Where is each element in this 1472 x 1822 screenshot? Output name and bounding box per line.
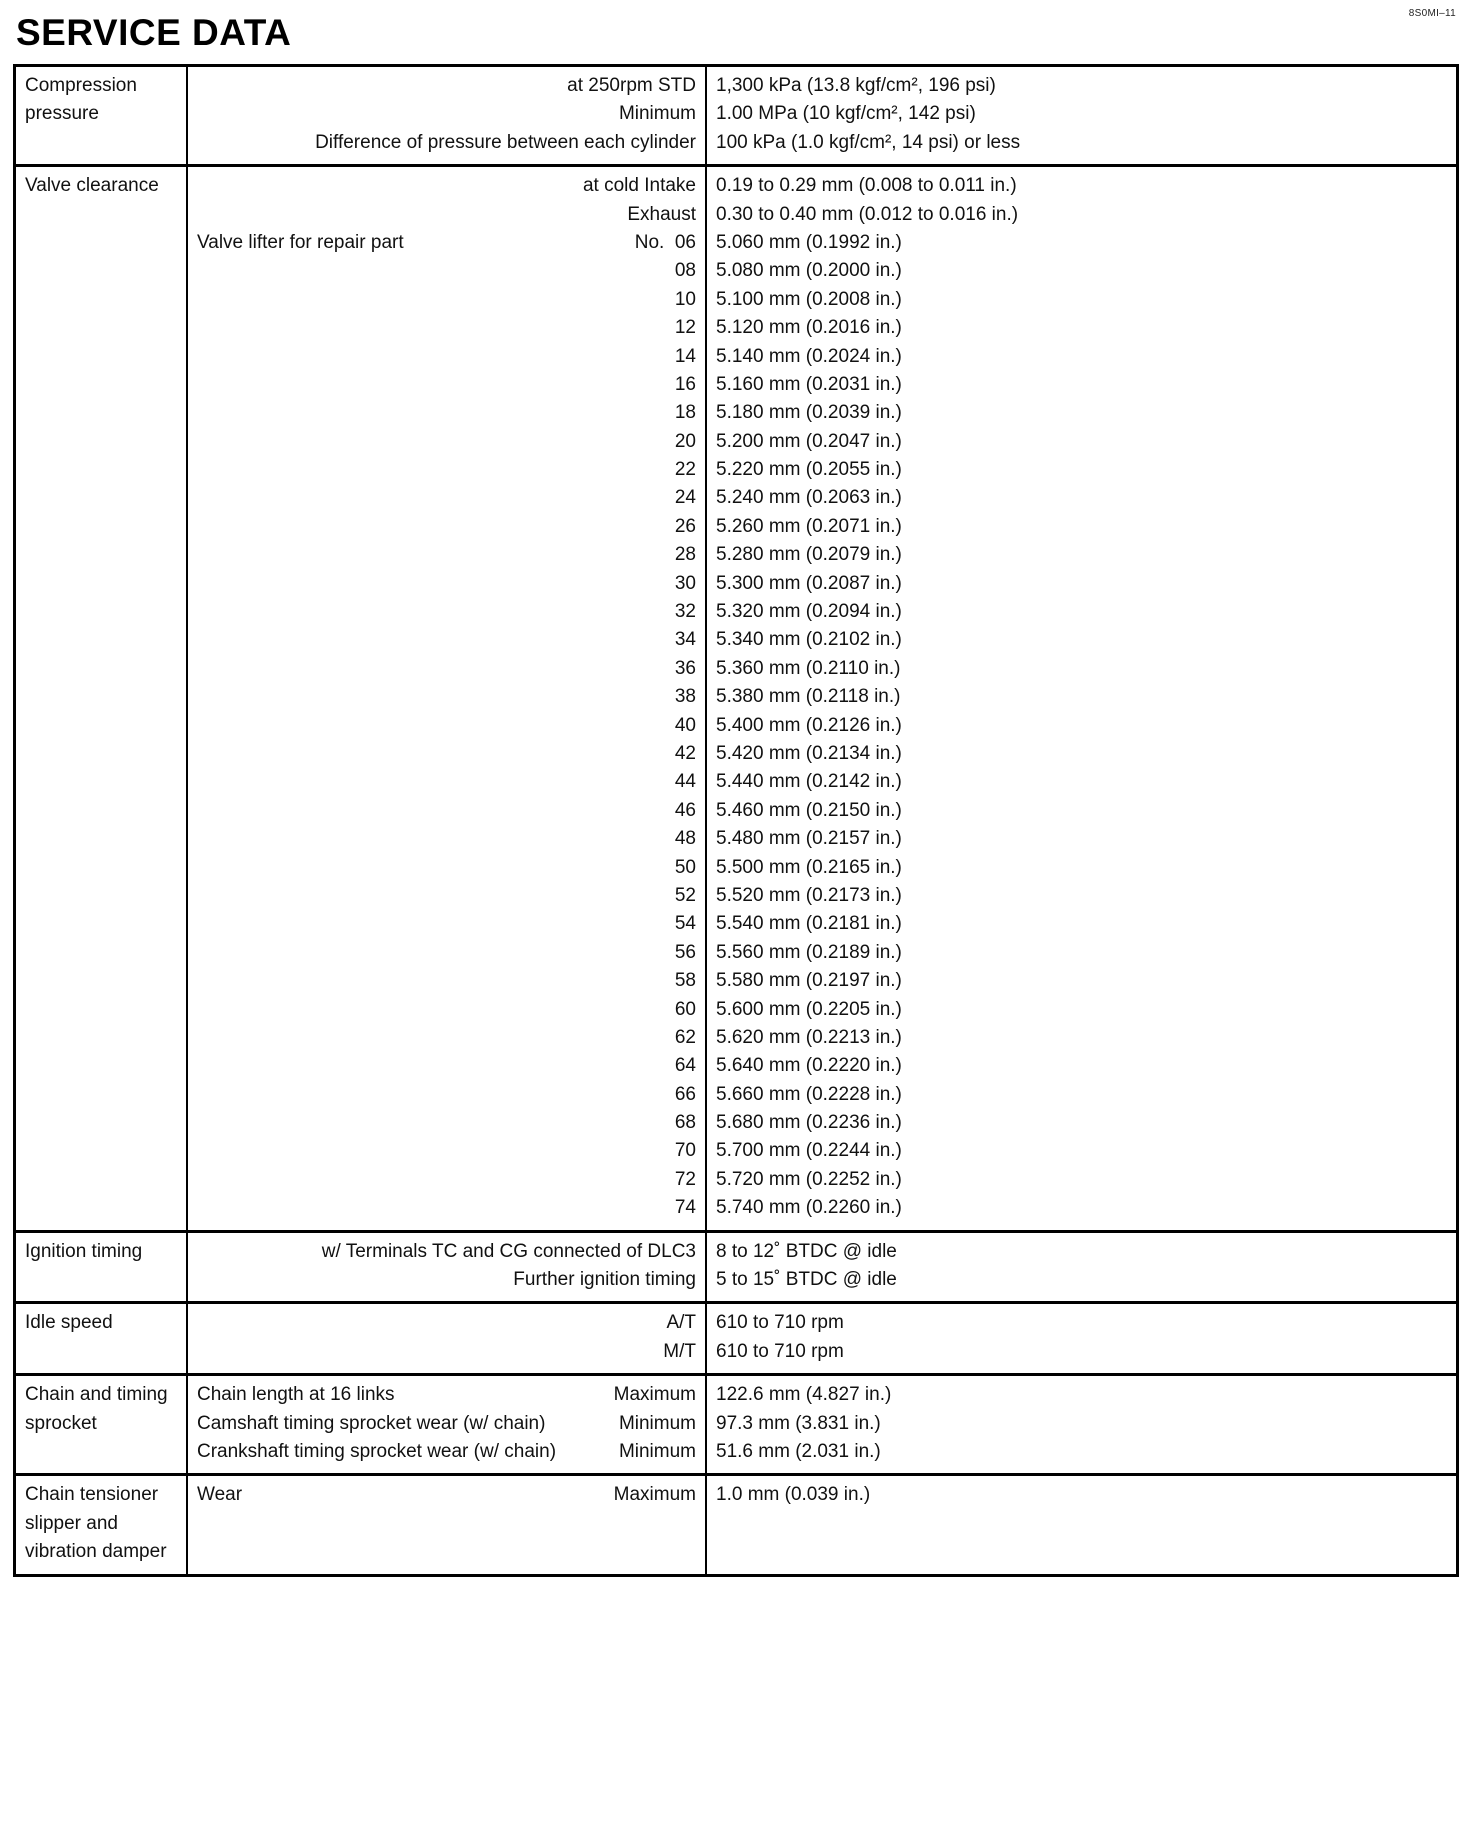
condition-sublabel bbox=[197, 1052, 675, 1080]
spec-value: 5.640 mm (0.2220 in.) bbox=[716, 1055, 902, 1077]
condition-sublabel bbox=[197, 1194, 675, 1222]
spec-value: 1,300 kPa (13.8 kgf/cm², 196 psi) bbox=[716, 75, 996, 96]
spec-value: 5.540 mm (0.2181 in.) bbox=[716, 913, 902, 935]
condition-sublabel bbox=[197, 1238, 322, 1266]
condition-line bbox=[197, 314, 696, 342]
condition-line bbox=[197, 428, 696, 456]
condition-sublabel bbox=[197, 598, 675, 626]
condition-qualifier: 62 bbox=[674, 1026, 696, 1048]
condition-sublabel bbox=[197, 257, 675, 285]
spec-value: 100 kPa (1.0 kgf/cm², 14 psi) or less bbox=[716, 131, 1021, 153]
value-cell bbox=[705, 1233, 1456, 1302]
spec-value: 0.30 to 0.40 mm (0.012 to 0.016 in.) bbox=[716, 203, 1019, 225]
condition-qualifier: A/T bbox=[666, 1312, 696, 1334]
condition-qualifier: 24 bbox=[674, 487, 696, 509]
condition-qualifier: 08 bbox=[674, 260, 696, 282]
condition-sublabel bbox=[197, 967, 675, 995]
condition-qualifier: 12 bbox=[674, 317, 696, 339]
condition-qualifier: Minimum bbox=[618, 1440, 696, 1462]
value-cell bbox=[705, 1304, 1456, 1373]
condition-sublabel: Camshaft timing sprocket wear (w/ chain) bbox=[197, 1412, 546, 1434]
category-cell bbox=[16, 167, 186, 1229]
condition-sublabel bbox=[197, 740, 675, 768]
condition-line bbox=[197, 257, 696, 285]
condition-line bbox=[197, 1137, 696, 1165]
table-section bbox=[16, 164, 1456, 1229]
condition-qualifier: 36 bbox=[674, 657, 696, 679]
condition-sublabel bbox=[197, 513, 675, 541]
spec-value: 5.580 mm (0.2197 in.) bbox=[716, 970, 902, 992]
spec-value: 5.620 mm (0.2213 in.) bbox=[716, 1026, 902, 1048]
condition-sublabel bbox=[197, 541, 675, 569]
condition-line bbox=[197, 1338, 696, 1366]
spec-value: 1.00 MPa (10 kgf/cm², 142 psi) bbox=[716, 103, 976, 125]
condition-cell bbox=[186, 167, 705, 1229]
condition-qualifier: 14 bbox=[674, 345, 696, 367]
condition-sublabel bbox=[197, 626, 675, 654]
spec-value: 5.460 mm (0.2150 in.) bbox=[716, 799, 902, 821]
condition-sublabel bbox=[197, 768, 675, 796]
spec-value: 122.6 mm (4.827 in.) bbox=[716, 1384, 892, 1406]
condition-sublabel bbox=[197, 882, 675, 910]
condition-sublabel bbox=[197, 683, 675, 711]
spec-value: 5.740 mm (0.2260 in.) bbox=[716, 1197, 902, 1219]
condition-line bbox=[197, 626, 696, 654]
condition-line bbox=[197, 996, 696, 1024]
condition-line bbox=[197, 229, 696, 257]
spec-value: 5.280 mm (0.2079 in.) bbox=[716, 544, 902, 566]
condition-qualifier: M/T bbox=[663, 1340, 696, 1362]
condition-line bbox=[197, 1024, 696, 1052]
condition-line bbox=[197, 1381, 696, 1409]
spec-value: 1.0 mm (0.039 in.) bbox=[716, 1484, 871, 1506]
condition-line bbox=[197, 129, 696, 157]
condition-qualifier: Maximum bbox=[613, 1484, 696, 1506]
condition-qualifier: 74 bbox=[674, 1197, 696, 1219]
table-section bbox=[16, 1301, 1456, 1373]
category-label: Valve clearance bbox=[25, 175, 159, 197]
service-data-table bbox=[13, 64, 1459, 1577]
condition-qualifier: w/ Terminals TC and CG connected of DLC3 bbox=[321, 1240, 696, 1262]
table-section bbox=[16, 1373, 1456, 1473]
condition-line bbox=[197, 1081, 696, 1109]
condition-sublabel bbox=[197, 343, 675, 371]
category-cell bbox=[16, 67, 186, 164]
condition-sublabel bbox=[197, 314, 675, 342]
spec-value: 5.220 mm (0.2055 in.) bbox=[716, 459, 902, 481]
value-cell bbox=[705, 1476, 1456, 1573]
spec-value: 610 to 710 rpm bbox=[716, 1312, 844, 1334]
condition-line bbox=[197, 910, 696, 938]
condition-line bbox=[197, 1052, 696, 1080]
condition-line bbox=[197, 598, 696, 626]
condition-sublabel: Chain length at 16 links bbox=[197, 1384, 395, 1406]
condition-line bbox=[197, 825, 696, 853]
condition-line bbox=[197, 768, 696, 796]
condition-qualifier: 18 bbox=[674, 402, 696, 424]
spec-value: 5.500 mm (0.2165 in.) bbox=[716, 856, 902, 878]
condition-line bbox=[197, 399, 696, 427]
condition-qualifier: 60 bbox=[674, 998, 696, 1020]
spec-value: 8 to 12˚ BTDC @ idle bbox=[716, 1240, 897, 1262]
condition-line bbox=[197, 1238, 696, 1266]
condition-sublabel bbox=[197, 1081, 675, 1109]
condition-line bbox=[197, 1109, 696, 1137]
condition-line bbox=[197, 1194, 696, 1222]
table-section bbox=[16, 1230, 1456, 1302]
condition-qualifier: 40 bbox=[674, 714, 696, 736]
condition-line bbox=[197, 513, 696, 541]
category-cell bbox=[16, 1476, 186, 1573]
table-section bbox=[16, 1473, 1456, 1573]
spec-value: 0.19 to 0.29 mm (0.008 to 0.011 in.) bbox=[716, 175, 1017, 197]
spec-value: 610 to 710 rpm bbox=[716, 1340, 844, 1362]
condition-sublabel bbox=[197, 72, 567, 100]
category-label: Ignition timing bbox=[25, 1240, 143, 1262]
condition-line bbox=[197, 371, 696, 399]
condition-sublabel bbox=[197, 1309, 666, 1337]
condition-sublabel bbox=[197, 655, 675, 683]
condition-line bbox=[197, 1438, 696, 1466]
category-cell bbox=[16, 1233, 186, 1302]
spec-value: 5.600 mm (0.2205 in.) bbox=[716, 998, 902, 1020]
condition-sublabel bbox=[197, 129, 315, 157]
condition-qualifier: 16 bbox=[674, 373, 696, 395]
condition-line bbox=[197, 655, 696, 683]
spec-value: 5.080 mm (0.2000 in.) bbox=[716, 260, 902, 282]
condition-sublabel bbox=[197, 100, 619, 128]
spec-value: 5.100 mm (0.2008 in.) bbox=[716, 288, 902, 310]
condition-sublabel bbox=[197, 1338, 663, 1366]
category-cell bbox=[16, 1376, 186, 1473]
condition-sublabel: Valve lifter for repair part bbox=[197, 231, 404, 253]
condition-line bbox=[197, 683, 696, 711]
condition-qualifier: 68 bbox=[674, 1112, 696, 1134]
spec-value: 5.200 mm (0.2047 in.) bbox=[716, 430, 902, 452]
condition-cell bbox=[186, 67, 705, 164]
condition-line bbox=[197, 456, 696, 484]
condition-qualifier: 72 bbox=[674, 1168, 696, 1190]
condition-cell bbox=[186, 1476, 705, 1573]
spec-value: 5.420 mm (0.2134 in.) bbox=[716, 742, 902, 764]
condition-qualifier: 50 bbox=[674, 856, 696, 878]
spec-value: 5.380 mm (0.2118 in.) bbox=[716, 686, 901, 708]
condition-qualifier: 48 bbox=[674, 828, 696, 850]
condition-sublabel bbox=[197, 172, 583, 200]
spec-value: 5.300 mm (0.2087 in.) bbox=[716, 572, 902, 594]
spec-value: 5.400 mm (0.2126 in.) bbox=[716, 714, 902, 736]
spec-value: 51.6 mm (2.031 in.) bbox=[716, 1440, 881, 1462]
spec-value: 5.120 mm (0.2016 in.) bbox=[716, 317, 902, 339]
condition-sublabel: Crankshaft timing sprocket wear (w/ chain) bbox=[197, 1440, 557, 1462]
condition-qualifier: Minimum bbox=[618, 103, 696, 125]
spec-value: 5.440 mm (0.2142 in.) bbox=[716, 771, 902, 793]
condition-line bbox=[197, 1481, 696, 1509]
spec-value: 5.660 mm (0.2228 in.) bbox=[716, 1083, 902, 1105]
condition-qualifier: 26 bbox=[674, 515, 696, 537]
condition-sublabel bbox=[197, 201, 627, 229]
condition-cell bbox=[186, 1233, 705, 1302]
value-cell bbox=[705, 67, 1456, 164]
value-cell bbox=[705, 1376, 1456, 1473]
condition-qualifier: 32 bbox=[674, 601, 696, 623]
condition-sublabel bbox=[197, 428, 675, 456]
condition-qualifier: 64 bbox=[674, 1055, 696, 1077]
condition-sublabel: Wear bbox=[197, 1484, 243, 1506]
spec-value: 5.160 mm (0.2031 in.) bbox=[716, 373, 902, 395]
condition-qualifier: 34 bbox=[674, 629, 696, 651]
condition-line bbox=[197, 172, 696, 200]
condition-qualifier: 38 bbox=[674, 686, 696, 708]
condition-qualifier: Exhaust bbox=[627, 203, 696, 225]
condition-sublabel bbox=[197, 825, 675, 853]
condition-cell bbox=[186, 1304, 705, 1373]
condition-line bbox=[197, 100, 696, 128]
condition-line bbox=[197, 797, 696, 825]
condition-qualifier: 44 bbox=[674, 771, 696, 793]
condition-qualifier: 52 bbox=[674, 884, 696, 906]
spec-value: 5.240 mm (0.2063 in.) bbox=[716, 487, 902, 509]
condition-line bbox=[197, 882, 696, 910]
condition-sublabel bbox=[197, 996, 675, 1024]
condition-sublabel bbox=[197, 399, 675, 427]
condition-qualifier: at 250rpm STD bbox=[567, 75, 696, 96]
spec-value: 5.680 mm (0.2236 in.) bbox=[716, 1112, 902, 1134]
condition-qualifier: Difference of pressure between each cylinder bbox=[315, 131, 696, 153]
condition-line bbox=[197, 712, 696, 740]
condition-qualifier: 42 bbox=[674, 742, 696, 764]
condition-sublabel bbox=[197, 939, 675, 967]
condition-qualifier: 56 bbox=[674, 941, 696, 963]
condition-qualifier: 58 bbox=[674, 970, 696, 992]
condition-sublabel bbox=[197, 371, 675, 399]
value-cell bbox=[705, 167, 1456, 1229]
condition-sublabel bbox=[197, 797, 675, 825]
spec-value: 5.720 mm (0.2252 in.) bbox=[716, 1168, 902, 1190]
condition-qualifier: Minimum bbox=[618, 1412, 696, 1434]
spec-value: 5.520 mm (0.2173 in.) bbox=[716, 884, 902, 906]
condition-line bbox=[197, 854, 696, 882]
spec-value: 97.3 mm (3.831 in.) bbox=[716, 1412, 881, 1434]
table-section bbox=[16, 67, 1456, 164]
condition-line bbox=[197, 484, 696, 512]
condition-qualifier: 28 bbox=[674, 544, 696, 566]
condition-qualifier: No. 06 bbox=[634, 231, 696, 253]
condition-line bbox=[197, 72, 696, 100]
condition-qualifier: 20 bbox=[674, 430, 696, 452]
condition-sublabel bbox=[197, 456, 675, 484]
category-label: Idle speed bbox=[25, 1312, 113, 1334]
spec-value: 5 to 15˚ BTDC @ idle bbox=[716, 1269, 897, 1291]
condition-sublabel bbox=[197, 910, 675, 938]
spec-value: 5.700 mm (0.2244 in.) bbox=[716, 1140, 902, 1162]
spec-value: 5.480 mm (0.2157 in.) bbox=[716, 828, 902, 850]
category-label: Compression pressure bbox=[25, 75, 137, 125]
condition-line bbox=[197, 967, 696, 995]
spec-value: 5.260 mm (0.2071 in.) bbox=[716, 515, 902, 537]
condition-line bbox=[197, 570, 696, 598]
doc-code: 8S0MI–11 bbox=[1408, 8, 1456, 19]
spec-value: 5.180 mm (0.2039 in.) bbox=[716, 402, 902, 424]
condition-line bbox=[197, 1266, 696, 1294]
spec-value: 5.340 mm (0.2102 in.) bbox=[716, 629, 902, 651]
condition-line bbox=[197, 939, 696, 967]
condition-qualifier: 30 bbox=[674, 572, 696, 594]
condition-qualifier: 54 bbox=[674, 913, 696, 935]
condition-cell bbox=[186, 1376, 705, 1473]
condition-qualifier: 66 bbox=[674, 1083, 696, 1105]
condition-qualifier: Further ignition timing bbox=[513, 1269, 696, 1291]
spec-value: 5.320 mm (0.2094 in.) bbox=[716, 601, 902, 623]
condition-sublabel bbox=[197, 286, 675, 314]
spec-value: 5.060 mm (0.1992 in.) bbox=[716, 231, 902, 253]
condition-qualifier: 22 bbox=[674, 459, 696, 481]
category-cell bbox=[16, 1304, 186, 1373]
condition-qualifier: at cold Intake bbox=[582, 175, 696, 197]
condition-sublabel bbox=[197, 1024, 675, 1052]
category-label: Chain and timing sprocket bbox=[25, 1384, 168, 1434]
condition-line bbox=[197, 343, 696, 371]
condition-qualifier: 70 bbox=[674, 1140, 696, 1162]
condition-sublabel bbox=[197, 570, 675, 598]
condition-qualifier: 46 bbox=[674, 799, 696, 821]
spec-value: 5.560 mm (0.2189 in.) bbox=[716, 941, 902, 963]
condition-sublabel bbox=[197, 484, 675, 512]
condition-line bbox=[197, 286, 696, 314]
condition-sublabel bbox=[197, 1266, 513, 1294]
condition-qualifier: Maximum bbox=[613, 1384, 696, 1406]
condition-sublabel bbox=[197, 1137, 675, 1165]
condition-line bbox=[197, 740, 696, 768]
condition-sublabel bbox=[197, 1109, 675, 1137]
condition-sublabel bbox=[197, 712, 675, 740]
condition-sublabel bbox=[197, 854, 675, 882]
category-label: Chain tensioner slipper and vibration damper bbox=[25, 1484, 167, 1563]
condition-line bbox=[197, 1166, 696, 1194]
spec-value: 5.140 mm (0.2024 in.) bbox=[716, 345, 902, 367]
condition-line bbox=[197, 201, 696, 229]
page-title: SERVICE DATA bbox=[16, 12, 292, 53]
condition-line bbox=[197, 541, 696, 569]
condition-sublabel bbox=[197, 1166, 675, 1194]
spec-value: 5.360 mm (0.2110 in.) bbox=[716, 657, 901, 679]
condition-line bbox=[197, 1309, 696, 1337]
condition-line bbox=[197, 1410, 696, 1438]
condition-qualifier: 10 bbox=[674, 288, 696, 310]
